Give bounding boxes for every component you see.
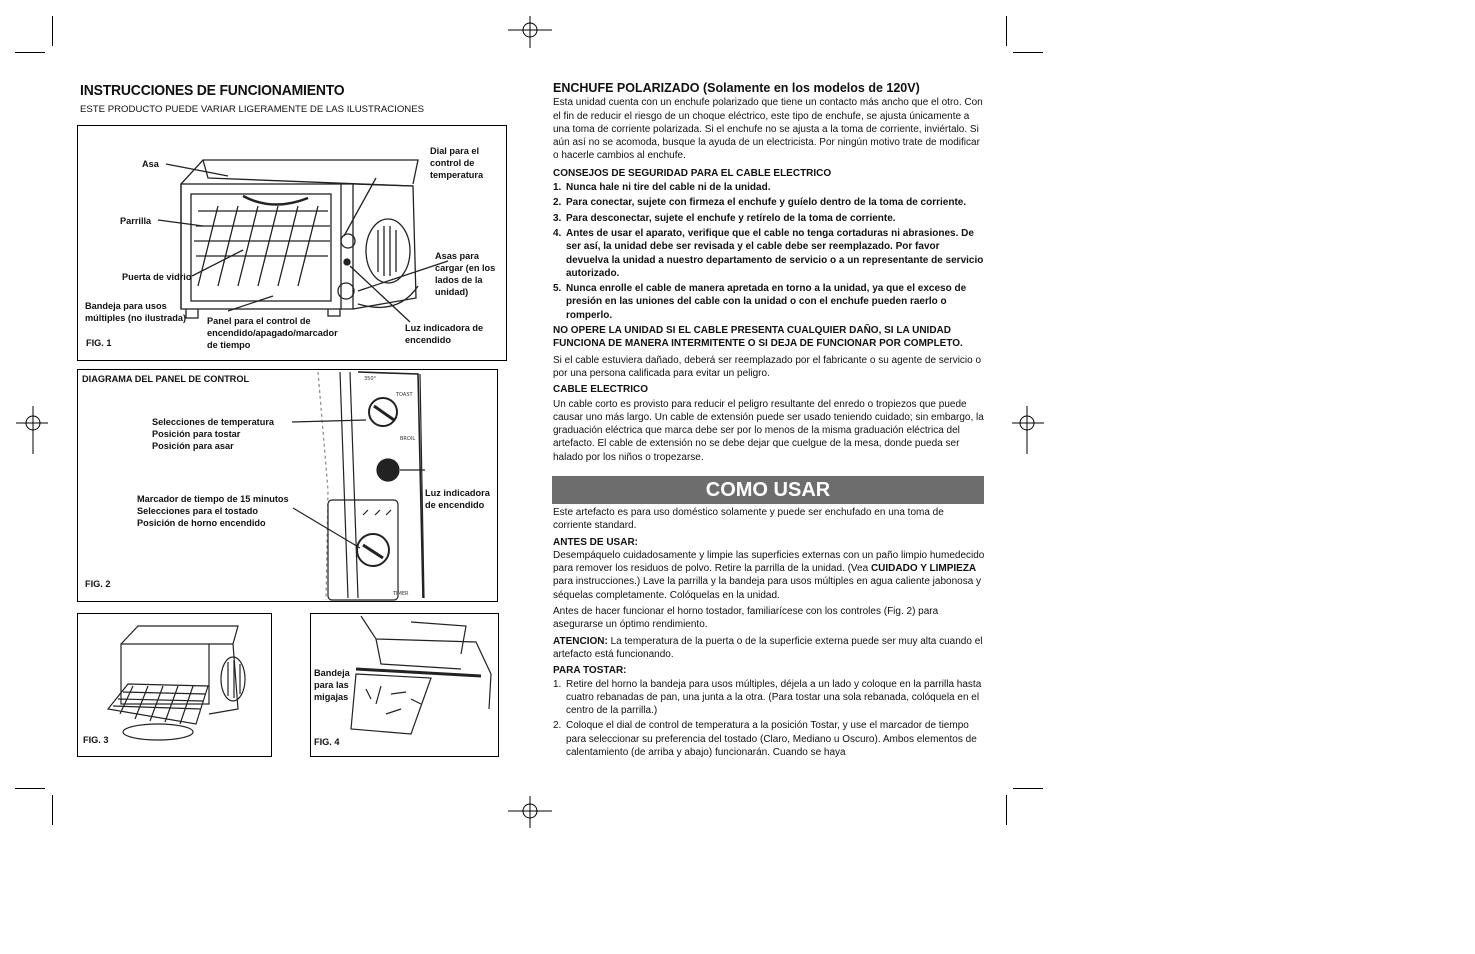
list-item: 3. Para desconectar, sujete el enchufe y retírelo de la toma de corriente. (553, 212, 896, 224)
label-luz-indicadora-2: Luz indicadora de encendido (425, 488, 490, 510)
right-column-top (553, 82, 985, 467)
crop-mark (15, 788, 45, 789)
label-parrilla: Parrilla (120, 216, 152, 226)
registration-mark-right (1012, 406, 1044, 454)
antes-title: ANTES DE USAR: (553, 536, 639, 548)
fig-2-label: FIG. 2 (85, 579, 111, 589)
page-title: INSTRUCCIONES DE FUNCIONAMIENTO (80, 82, 345, 99)
list-item: 2. Para conectar, sujete con firmeza el enchufe y guíelo dentro de la toma de corriente. (553, 197, 967, 209)
list-item: 5. Nunca enrolle el cable de manera apretada en torno a la unidad, ya que el exceso de presión en las uniones del cable con la unidad o con el enchufe pueden raerlo o romperlo. (553, 283, 967, 321)
fig-4-label: FIG. 4 (314, 737, 340, 747)
crop-mark (52, 795, 53, 825)
label-puerta-de-vidrio: Puerta de vidrio (122, 272, 192, 282)
registration-mark-left (16, 406, 48, 454)
cable-title: CABLE ELECTRICO (553, 384, 648, 396)
figure-4 (310, 613, 499, 757)
figure-1 (77, 125, 507, 361)
tostar-list (553, 678, 985, 760)
label-luz-indicadora: Luz indicadora de encendido (405, 323, 484, 345)
list-item: 4. Antes de usar el aparato, verifique que el cable no tenga cortaduras ni abrasiones. De ser así, la unidad debe ser revisada y el cable debe ser reemplazado. Por favor devuelva la unidad a nuestro departamento de servicio o a un representante de servicio autorizado. (553, 227, 984, 279)
consejos-title: CONSEJOS DE SEGURIDAD PARA EL CABLE ELECTRICO (553, 167, 832, 179)
como-usar-banner: COMO USAR (552, 476, 984, 504)
cable-text: Un cable corto es provisto para reducir el peligro resultante del enredo o tropiezos que puede causar uno más largo. Un cable de extensión puede ser usado teniendo cuidado; sin embargo, la graduación eléctrica que marca debe ser por lo menos de la misma graduación eléctrica del artefacto. El cable de extensión no se debe dejar que cuelgue de la mesa, donde pueda ser halado por los niños o tropezarse. (553, 398, 984, 463)
enchufe-text: Esta unidad cuenta con un enchufe polarizado que tiene un contacto más ancho que el otro. Con el fin de reducir el riesgo de un choque eléctrico, este tipo de enchufe, se ajusta únicamente a una toma de corriente polarizada. Si el enchufe no se ajusta a la toma de corriente, inviértalo. Si aún así no se acomoda, busque la ayuda de un electricista. Por ningún motivo trate de modificar o hacerle cambios al enchufe. (553, 97, 983, 162)
enchufe-title-suffix: (Solamente en los modelos de 120V) (699, 81, 920, 95)
antes-paragraph-1: Desempáquelo cuidadosamente y limpie las superficies externas con un paño limpio humedecido para remover los residuos de polvo. Retire la parrilla de la unidad. (Vea CUIDADO Y LIMPIEZA para instrucciones.) Lave la parrilla y la bandeja para usos múltiples en agua caliente jabonosa y séquelas completamente. Colóquelas en la unidad. (553, 549, 985, 601)
registration-mark-top (508, 16, 552, 48)
no-opere-warning: NO OPERE LA UNIDAD SI EL CABLE PRESENTA CUALQUIER DAÑO, SI LA UNIDAD FUNCIONA DE MANERA INTERMITENTE O SI DEJA DE FUNCIONAR POR COMPLETO. (553, 325, 963, 350)
fig-3-label: FIG. 3 (83, 735, 109, 745)
label-panel: Panel para el control de encendido/apagado/marcador de tiempo (207, 316, 338, 350)
svg-text:TOAST: TOAST (396, 392, 413, 398)
crop-mark (1006, 795, 1007, 825)
antes-paragraph-2: Antes de hacer funcionar el horno tostador, familiarícese con los controles (Fig. 2) para asegurarse un óptimo rendimiento. (553, 606, 939, 631)
svg-text:350°: 350° (364, 376, 377, 382)
list-item: 2. Coloque el dial de control de temperatura a la posición Tostar, y use el marcador de tiempo para seleccionar su preferencia del tostado (Claro, Mediano u Oscuro). Ambos elementos de calentamiento (de arriba y abajo) funcionarán. Cuando se haya (553, 720, 977, 759)
cuidado-limpieza-ref: CUIDADO Y LIMPIEZA (870, 563, 977, 575)
figure-3 (77, 613, 272, 757)
crop-mark (1006, 16, 1007, 46)
uso-text: Este artefacto es para uso doméstico solamente y puede ser enchufado en una toma de corriente standard. (553, 507, 944, 532)
control-panel-illustration (78, 370, 497, 601)
svg-text:BROIL: BROIL (400, 436, 416, 442)
enchufe-title: ENCHUFE POLARIZADO (553, 81, 700, 95)
tostar-title: PARA TOSTAR: (553, 665, 627, 677)
label-bandeja: Bandeja para usos múltiples (no ilustrada) (85, 301, 187, 323)
consejos-list (553, 181, 985, 322)
label-asas-cargar: Asas para cargar (en los lados de la unidad) (435, 251, 496, 297)
registration-mark-bottom (508, 796, 552, 828)
page-subtitle: ESTE PRODUCTO PUEDE VARIAR LIGERAMENTE DE LAS ILUSTRACIONES (80, 104, 425, 115)
label-selecciones-temperatura: Selecciones de temperatura Posición para tostar Posición para asar (152, 417, 275, 451)
atencion-label: ATENCION: (553, 635, 608, 647)
crop-mark (1013, 788, 1043, 789)
fig-1-label: FIG. 1 (86, 338, 112, 348)
atencion-paragraph: ATENCION: La temperatura de la puerta o de la superficie externa puede ser muy alta cuando el artefacto está funcionando. (553, 635, 983, 660)
right-column-bottom (553, 506, 985, 761)
crop-mark (52, 16, 53, 46)
label-dial: Dial para el control de temperatura (430, 146, 484, 180)
label-marcador-tiempo: Marcador de tiempo de 15 minutos Selecciones para el tostado Posición de horno encendido (137, 494, 289, 528)
label-bandeja-migajas: Bandeja para las migajas (314, 668, 350, 702)
fig-2-title: DIAGRAMA DEL PANEL DE CONTROL (82, 374, 250, 384)
label-asa: Asa (142, 159, 159, 169)
enchufe-heading (553, 82, 985, 95)
crop-mark (1013, 52, 1043, 53)
svg-text:TIMER: TIMER (393, 591, 409, 597)
list-item: 1. Nunca hale ni tire del cable ni de la unidad. (553, 182, 771, 194)
list-item: 1. Retire del horno la bandeja para usos múltiples, déjela a un lado y coloque en la parrilla hasta cuatro rebanadas de pan, una junta a la otra. (Para tostar una sola rebanada, colóquela en el centro de la parrilla.) (553, 678, 982, 717)
crop-mark (15, 52, 45, 53)
figure-2 (77, 369, 498, 602)
si-cable-text: Si el cable estuviera dañado, deberá ser reemplazado por el fabricante o su agente de servicio o por una persona calificada para evitar un peligro. (553, 354, 982, 379)
